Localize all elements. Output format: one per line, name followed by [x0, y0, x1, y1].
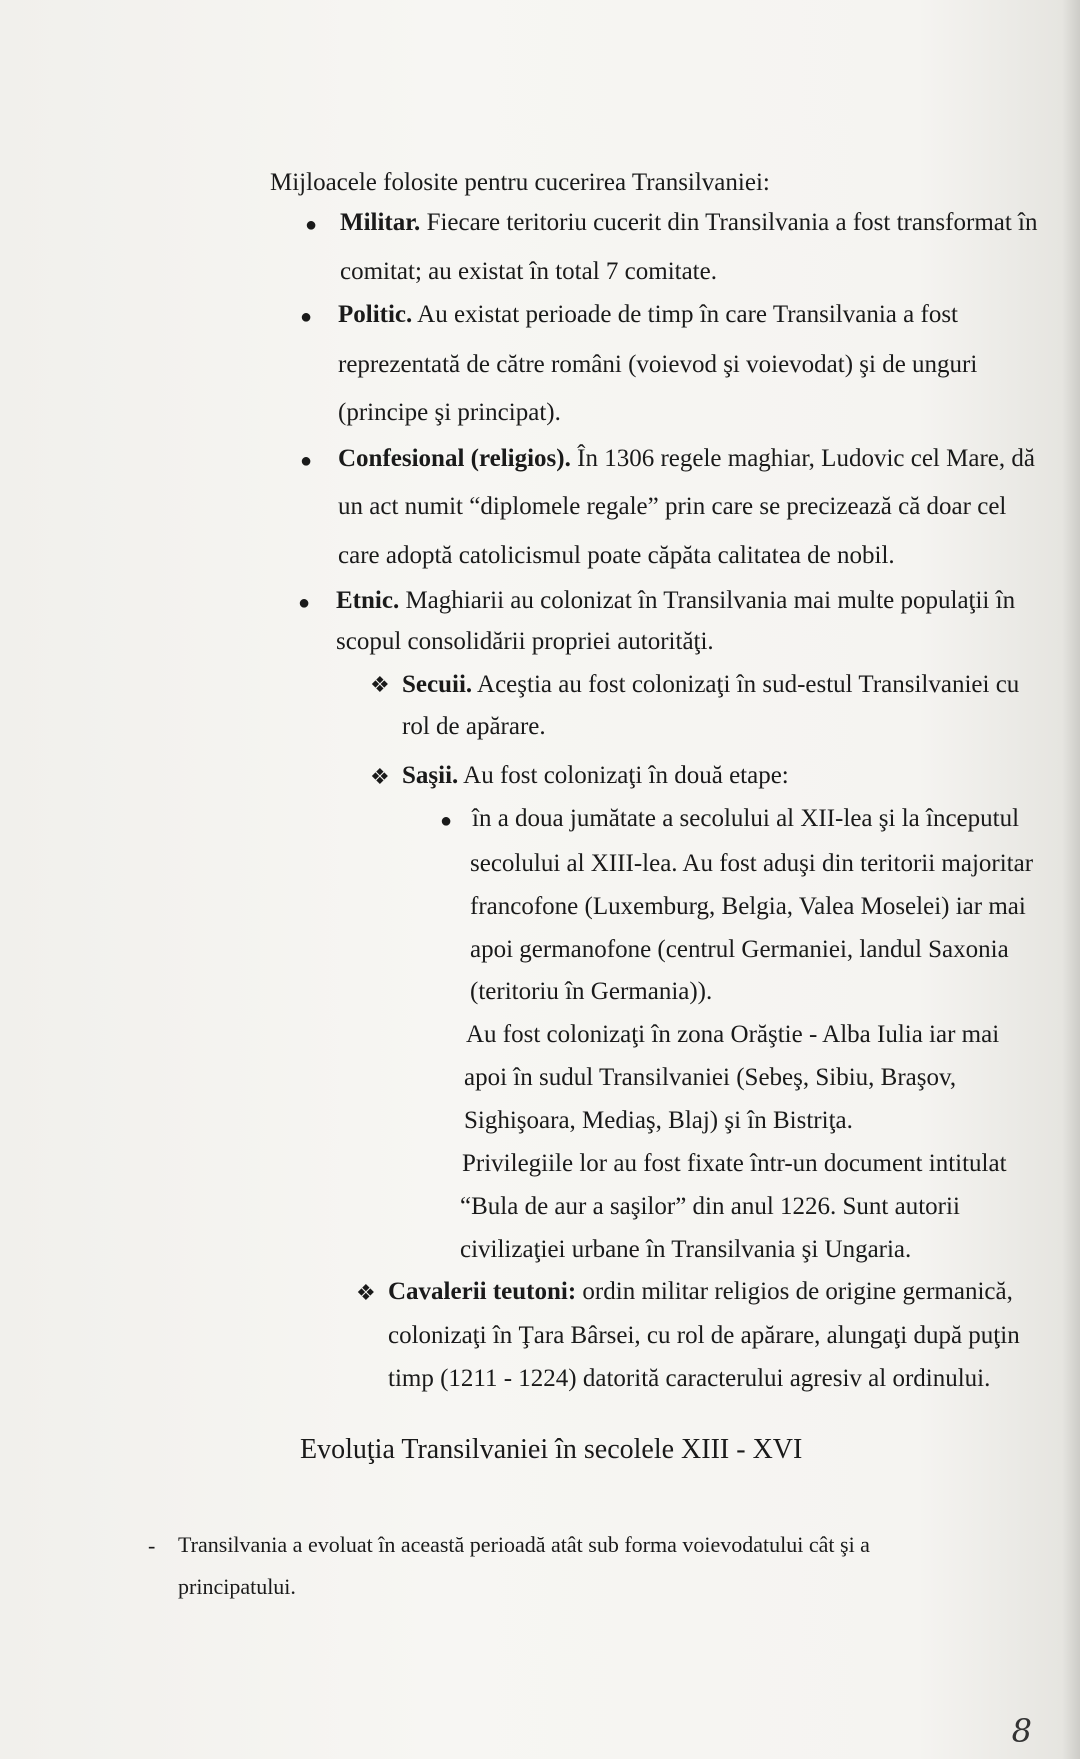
politic-line-3: (principe şi principat).: [338, 399, 561, 426]
page-edge-shadow: [1062, 0, 1080, 1759]
etapa-line-3: francofone (Luxemburg, Belgia, Valea Moselei) iar mai: [470, 893, 1026, 920]
confesional-line-3: care adoptă catolicismul poate căpăta calitatea de nobil.: [338, 542, 895, 569]
evolutie-line-2: principatului.: [178, 1574, 296, 1599]
etapa-line-5: (teritoriu în Germania)).: [470, 978, 713, 1005]
zona-line-3: Sighişoara, Mediaş, Blaj) şi în Bistriţa.: [464, 1107, 853, 1134]
diamond-bullet-icon: ❖: [356, 1280, 376, 1305]
etapa-line-2: secolului al XIII-lea. Au fost aduşi din teritorii majoritar: [470, 850, 1034, 877]
bullet-icon: ●: [300, 306, 313, 328]
cavaleri-line-2: colonizaţi în Ţara Bârsei, cu rol de apărare, alungaţi după puţin: [388, 1322, 1020, 1349]
evolutie-line-1: Transilvania a evoluat în această perioadă atât sub forma voievodatului cât şi a: [178, 1532, 870, 1557]
diamond-bullet-icon: ❖: [370, 764, 390, 789]
cavaleri-line-3: timp (1211 - 1224) datorită caracterului agresiv al ordinului.: [388, 1365, 991, 1392]
bullet-icon: ●: [305, 214, 318, 236]
intro-line: Mijloacele folosite pentru cucerirea Transilvaniei:: [270, 169, 770, 196]
privilegii-line-2: “Bula de aur a saşilor” din anul 1226. Sunt autorii: [460, 1193, 960, 1220]
bullet-icon: ●: [300, 450, 313, 472]
secuii-line-2: rol de apărare.: [402, 713, 546, 740]
etnic-line-2: scopul consolidării propriei autorităţi.: [336, 628, 714, 655]
etnic-line-1: Etnic. Maghiarii au colonizat în Transilvania mai multe populaţii în: [336, 587, 1016, 614]
politic-line-2: reprezentată de către români (voievod şi voievodat) şi de unguri: [338, 351, 978, 378]
bullet-icon: ●: [298, 592, 311, 614]
section-title: Evoluţia Transilvaniei în secolele XIII - XVI: [300, 1434, 803, 1465]
privilegii-line-3: civilizaţiei urbane în Transilvania şi Ungaria.: [460, 1236, 912, 1263]
zona-line-1: Au fost colonizaţi în zona Orăştie - Alba Iulia iar mai: [466, 1021, 1000, 1048]
etapa-line-4: apoi germanofone (centrul Germaniei, landul Saxonia: [470, 936, 1009, 963]
cavaleri-line-1: Cavalerii teutoni: ordin militar religios de origine germanică,: [388, 1278, 1013, 1305]
militar-line-1: Militar. Fiecare teritoriu cucerit din Transilvania a fost transformat în: [340, 209, 1038, 236]
secuii-line-1: Secuii. Aceştia au fost colonizaţi în sud-estul Transilvaniei cu: [402, 671, 1020, 698]
militar-line-2: comitat; au existat în total 7 comitate.: [340, 258, 717, 285]
zona-line-2: apoi în sudul Transilvaniei (Sebeş, Sibiu, Braşov,: [464, 1064, 957, 1091]
page-number: 8: [1011, 1712, 1032, 1750]
etapa-line-1: în a doua jumătate a secolului al XII-lea şi la începutul: [472, 805, 1020, 832]
politic-line-1: Politic. Au existat perioade de timp în care Transilvania a fost: [338, 301, 958, 328]
privilegii-line-1: Privilegiile lor au fost fixate într-un document intitulat: [462, 1150, 1007, 1177]
dash-icon: -: [148, 1533, 156, 1558]
confesional-line-2: un act numit “diplomele regale” prin care se precizează că doar cel: [338, 493, 1007, 520]
diamond-bullet-icon: ❖: [370, 672, 390, 697]
sasii-line-1: Saşii. Au fost colonizaţi în două etape:: [402, 762, 789, 789]
bullet-icon: ●: [440, 810, 453, 832]
confesional-line-1: Confesional (religios). În 1306 regele maghiar, Ludovic cel Mare, dă: [338, 445, 1035, 472]
